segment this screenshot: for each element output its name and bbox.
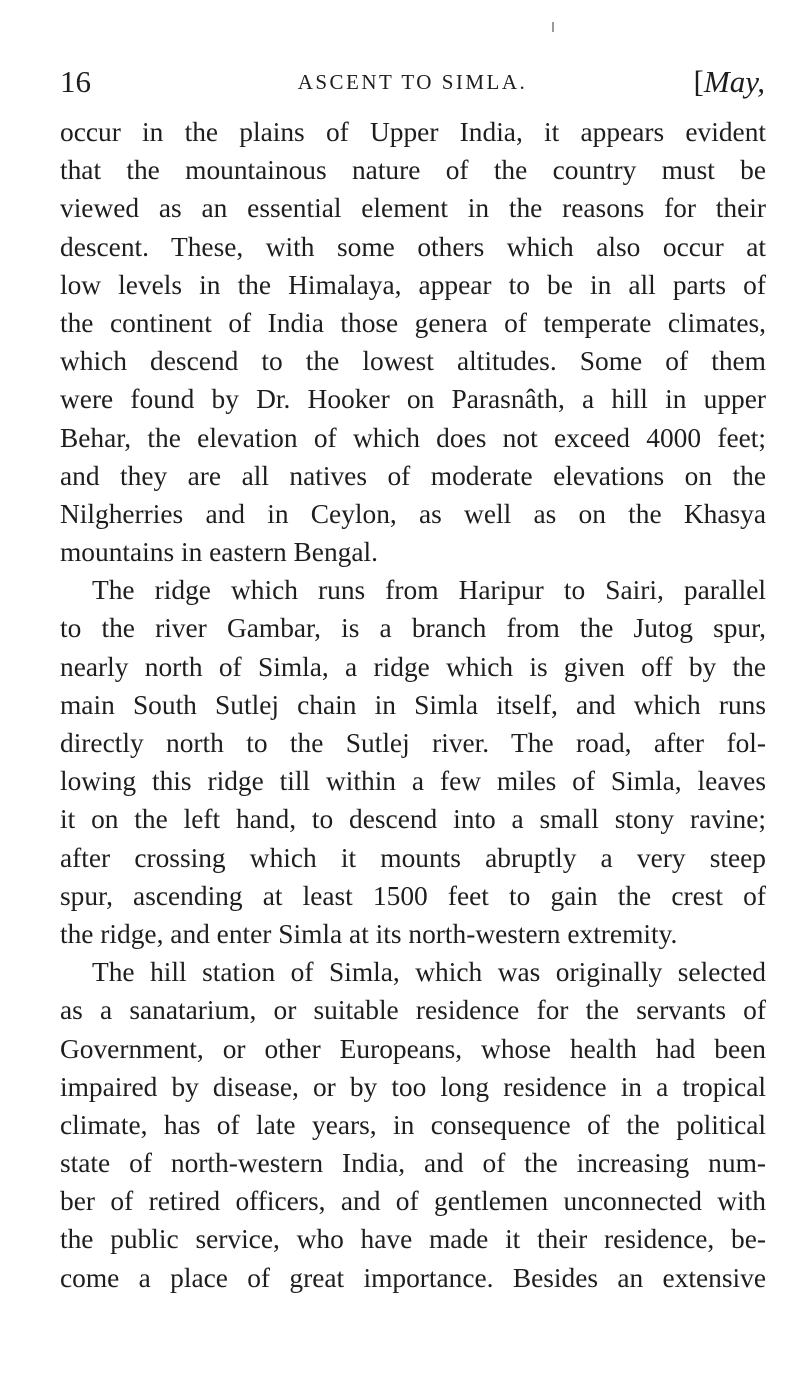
text-line: were found by Dr. Hooker on Parasnâth, a hill in upper	[60, 384, 766, 415]
running-date	[694, 60, 765, 104]
text-line: viewed as an essential element in the reasons for their	[60, 193, 766, 224]
text-line: low levels in the Himalaya, appear to be in all parts of	[60, 269, 766, 300]
text-line: which descend to the lowest altitudes. Some of them	[60, 346, 766, 377]
text-line: The ridge which runs from Haripur to Sairi, parallel	[92, 575, 766, 606]
text-line: spur, ascending at least 1500 feet to gain the crest of	[60, 880, 766, 911]
text-line: as a sanatarium, or suitable residence for the servants of	[60, 995, 766, 1026]
text-line: the continent of India those genera of temperate climates,	[60, 307, 766, 338]
text-line: directly north to the Sutlej river. The road, after fol-	[60, 728, 766, 758]
text-line: after crossing which it mounts abruptly a very steep	[60, 842, 766, 873]
print-speck	[552, 22, 554, 32]
text-line: Government, or other Europeans, whose health had been	[60, 1033, 766, 1064]
text-line: to the river Gambar, is a branch from the Jutog spur,	[60, 613, 766, 644]
text-line: Behar, the elevation of which does not exceed 4000 feet;	[60, 422, 766, 453]
text-line: the public service, who have made it their residence, be-	[60, 1224, 766, 1255]
text-line: The hill station of Simla, which was originally selected	[92, 957, 766, 988]
date-month: May,	[703, 64, 765, 99]
text-line: Nilgherries and in Ceylon, as well as on the Khasya	[60, 498, 766, 529]
text-line: lowing this ridge till within a few miles of Simla, leaves	[60, 766, 766, 797]
text-line: descent. These, with some others which also occur at	[60, 231, 766, 262]
text-line: main South Sutlej chain in Simla itself, and which runs	[60, 689, 766, 720]
text-line: occur in the plains of Upper India, it appears evident	[60, 117, 766, 147]
text-line: come a place of great importance. Besides an extensive	[60, 1262, 766, 1293]
text-line: and they are all natives of moderate elevations on the	[60, 460, 766, 491]
text-line: that the mountainous nature of the country must be	[60, 155, 766, 186]
text-line: mountains in eastern Bengal.	[60, 537, 378, 568]
text-line: impaired by disease, or by too long residence in a tropical	[60, 1071, 766, 1102]
running-title: ASCENT TO SIMLA.	[297, 70, 528, 94]
text-line: nearly north of Simla, a ridge which is given off by the	[60, 651, 766, 682]
text-line: the ridge, and enter Simla at its north-western extremity.	[60, 918, 678, 949]
body-text	[60, 113, 766, 1297]
running-head	[60, 60, 765, 104]
date-bracket: [	[693, 64, 704, 99]
text-line: ber of retired officers, and of gentlemen unconnected with	[60, 1186, 766, 1217]
text-line: state of north-western India, and of the increasing num-	[60, 1148, 766, 1179]
text-line: it on the left hand, to descend into a small stony ravine;	[60, 804, 766, 835]
text-line: climate, has of late years, in consequence of the political	[60, 1109, 766, 1140]
page-number: 16	[60, 64, 91, 99]
